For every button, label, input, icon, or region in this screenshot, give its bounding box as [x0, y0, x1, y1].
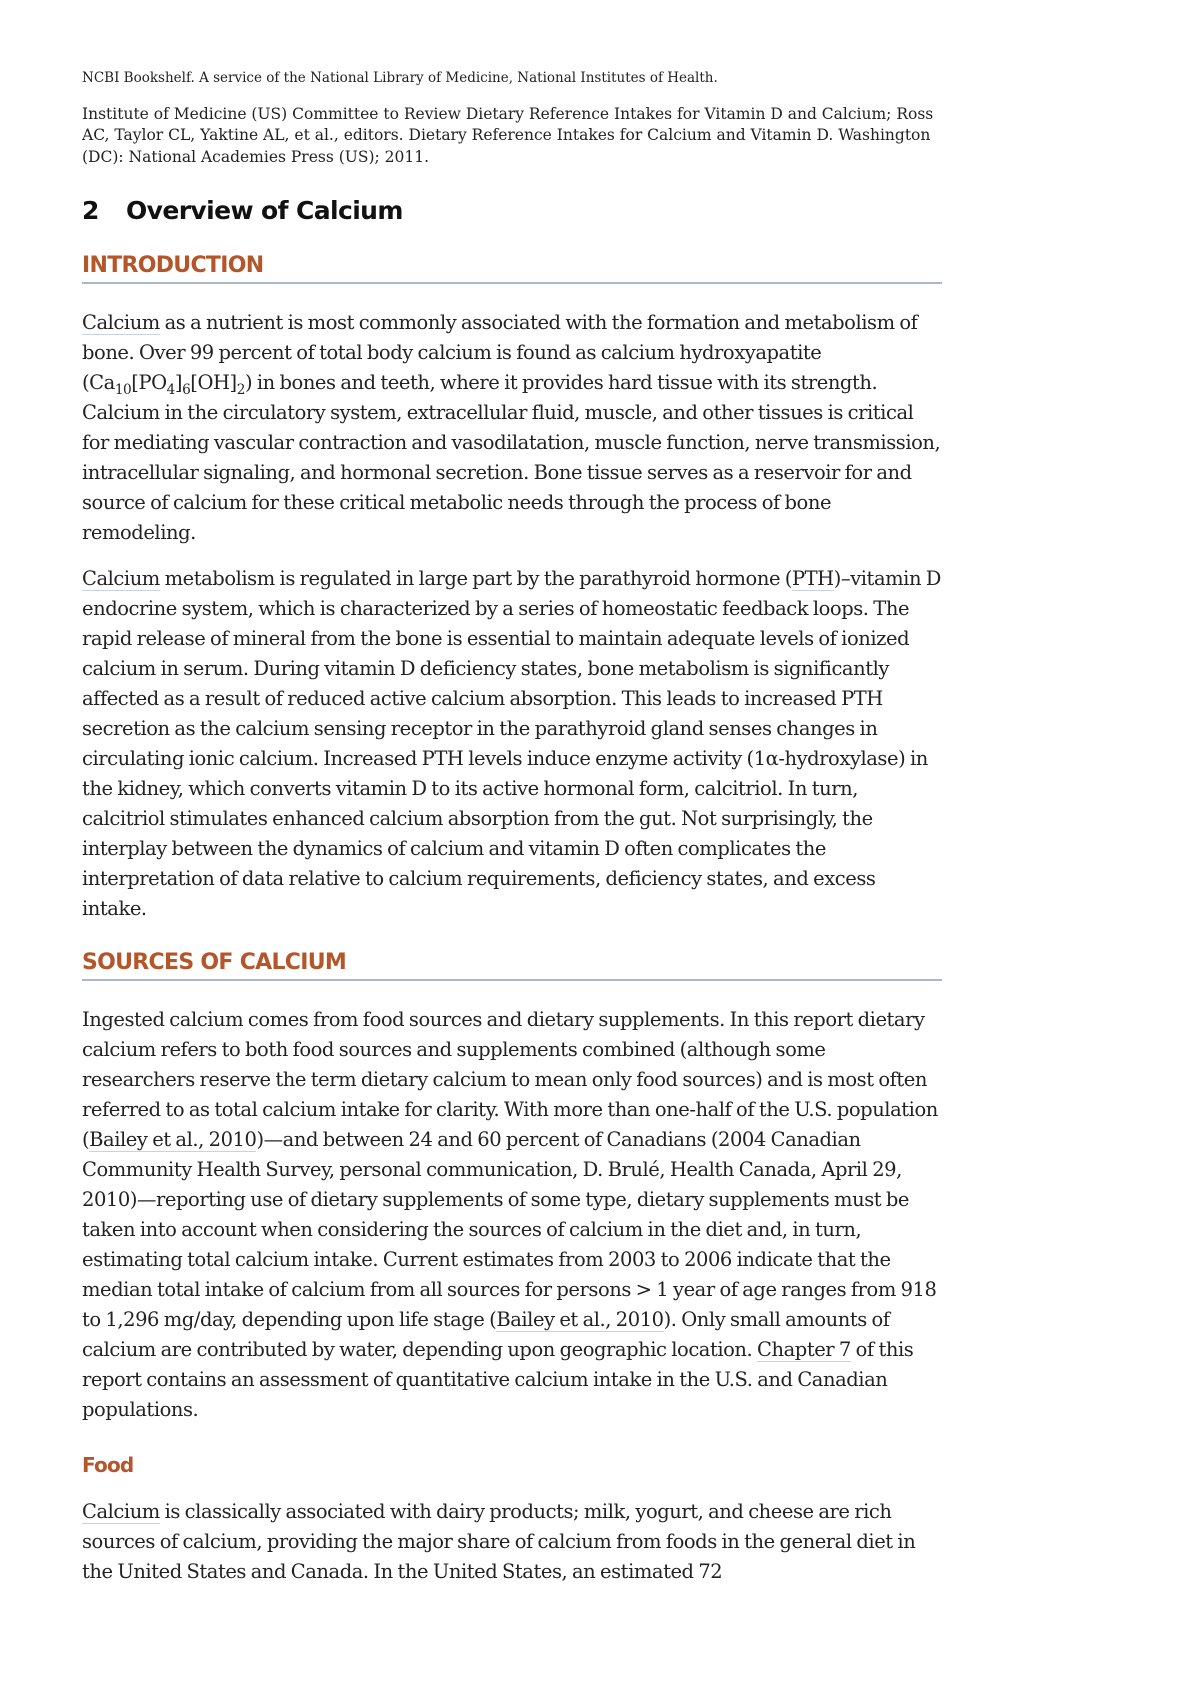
chapter-title: [82, 196, 942, 225]
paragraph-text: of this report contains an assessment of quantitative calcium intake in the U.S. and Canadian populations.: [82, 1338, 914, 1422]
term-link-calcium[interactable]: Calcium: [82, 1500, 160, 1524]
document-content: [82, 68, 942, 1603]
paragraph-text: metabolism is regulated in large part by the parathyroid hormone (: [159, 567, 792, 591]
reference-link-bailey-2010[interactable]: Bailey et al., 2010: [496, 1308, 664, 1332]
section-heading-sources: SOURCES OF CALCIUM: [82, 950, 942, 981]
intro-paragraph-1: [82, 308, 942, 548]
subscript: 6: [182, 381, 191, 398]
subscript: 4: [166, 381, 175, 398]
subscript: 2: [236, 381, 245, 398]
paragraph-text: as a nutrient is most commonly associated with the formation and metabolism of bone. Over 99 percent of total body calcium is found as calcium hydroxyapatite (Ca: [82, 311, 918, 395]
paragraph-text: ]: [174, 371, 183, 395]
food-paragraph-1: [82, 1497, 942, 1587]
subscript: 10: [114, 381, 132, 398]
paragraph-text: )—and between 24 and 60 percent of Canadians (2004 Canadian Community Health Survey, personal communication, D. Brulé, Health Canada, April 29, 2010)—reporting use of dietary supplements of some type, dietary supplements must be taken into account when considering the sources of calcium in the diet and, in turn, estimating total calcium intake. Current estimates from 2003 to 2006 indicate that the median total intake of calcium from all sources for persons > 1 year of age ranges from 918 to 1,296 mg/day, depending upon life stage (: [82, 1128, 937, 1332]
subsection-heading-food: Food: [82, 1453, 134, 1478]
chapter-link-7[interactable]: Chapter 7: [757, 1338, 851, 1362]
chapter-title-text: Overview of Calcium: [126, 196, 403, 226]
citation: Institute of Medicine (US) Committee to Review Dietary Reference Intakes for Vitamin D and Calcium; Ross AC, Taylor CL, Yaktine AL, et al., editors. Dietary Reference Intakes for Calcium and Vitamin D. Washington (DC): National Academies Press (US); 2011.: [82, 104, 934, 166]
paragraph-text: Ingested calcium comes from food sources and dietary supplements. In this report dietary calcium refers to both food sources and supplements combined (although some researchers reserve the term dietary calcium to mean only food sources) and is most often referred to as total calcium intake for clarity. With more than one-half of the U.S. population (: [82, 1008, 938, 1152]
paragraph-text: ). Only small amounts of calcium are contributed by water, depending upon geographic location.: [82, 1308, 890, 1362]
paragraph-text: is classically associated with dairy products; milk, yogurt, and cheese are rich sources of calcium, providing the major share of calcium from foods in the general diet in the United States and Canada. In the United States, an estimated 72: [82, 1500, 916, 1584]
section-heading-introduction: INTRODUCTION: [82, 253, 942, 284]
term-link-calcium[interactable]: Calcium: [82, 567, 160, 591]
sources-paragraph-1: [82, 1005, 942, 1425]
paragraph-text: [PO: [131, 371, 167, 395]
paragraph-text: [OH]: [190, 371, 237, 395]
paragraph-text: )–vitamin D endocrine system, which is characterized by a series of homeostatic feedback loops. The rapid release of mineral from the bone is essential to maintain adequate levels of ionized calcium in serum. During vitamin D deficiency states, bone metabolism is significantly affected as a result of reduced active calcium absorption. This leads to increased PTH secretion as the calcium sensing receptor in the parathyroid gland senses changes in circulating ionic calcium. Increased PTH levels induce enzyme activity (1α-hydroxylase) in the kidney, which converts vitamin D to its active hormonal form, calcitriol. In turn, calcitriol stimulates enhanced calcium absorption from the gut. Not surprisingly, the interplay between the dynamics of calcium and vitamin D often complicates the interpretation of data relative to calcium requirements, deficiency states, and excess intake.: [82, 567, 941, 921]
chapter-number: 2: [82, 196, 99, 226]
paragraph-text: ) in bones and teeth, where it provides hard tissue with its strength. Calcium in the circulatory system, extracellular fluid, muscle, and other tissues is critical for mediating vascular contraction and vasodilatation, muscle function, nerve transmission, intracellular signaling, and hormonal secretion. Bone tissue serves as a reservoir for and source of calcium for these critical metabolic needs through the process of bone remodeling.: [82, 371, 941, 545]
source-line: NCBI Bookshelf. A service of the National Library of Medicine, National Institutes of Health.: [82, 70, 718, 86]
term-link-calcium[interactable]: Calcium: [82, 311, 160, 335]
reference-link-bailey-2010[interactable]: Bailey et al., 2010: [89, 1128, 257, 1152]
intro-paragraph-2: [82, 564, 942, 924]
term-link-pth[interactable]: PTH: [791, 567, 834, 591]
